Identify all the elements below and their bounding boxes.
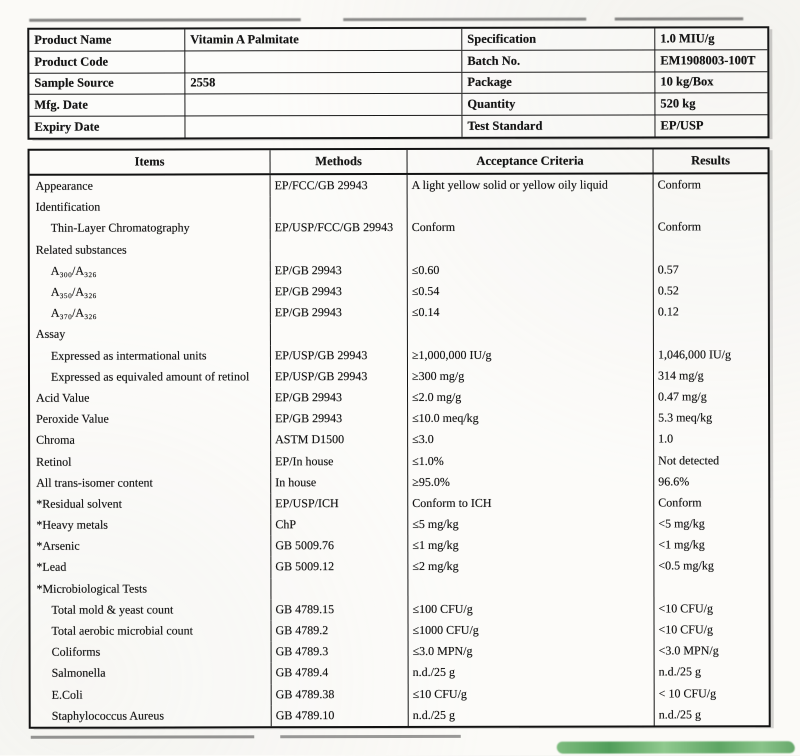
method-cell [270, 599, 407, 620]
result-cell [653, 365, 768, 386]
criteria-cell [407, 386, 653, 408]
table-row [31, 662, 769, 685]
field-label-left [29, 117, 184, 138]
table-row [30, 428, 768, 451]
criteria-text: ≤5 mg/kg [412, 516, 459, 532]
method-cell [270, 472, 407, 493]
method-cell [270, 387, 407, 408]
item-cell [30, 430, 270, 452]
method-cell [270, 514, 407, 535]
method-cell [271, 705, 408, 726]
item-cell [30, 345, 270, 367]
method-cell [270, 175, 407, 196]
result-cell [653, 174, 768, 195]
item-cell [30, 387, 270, 409]
result-text: 5.3 meq/kg [658, 410, 713, 425]
criteria-cell [407, 217, 653, 239]
method-cell [271, 662, 408, 683]
field-value-right [654, 50, 767, 71]
field-label-text: Quantity [467, 97, 516, 112]
result-cell [653, 238, 768, 259]
method-text: EP/GB 29943 [274, 305, 342, 320]
result-text: <3.0 MPN/g [658, 643, 719, 658]
table-row [31, 704, 769, 727]
scan-artifact-line-bottom [31, 735, 461, 739]
method-cell [270, 556, 407, 577]
result-cell [654, 704, 769, 725]
field-label-left [29, 73, 184, 94]
item-cell [30, 408, 270, 430]
result-text: 1,046,000 IU/g [657, 346, 731, 362]
criteria-text: ≤1.0% [412, 453, 444, 468]
field-value-text: EP/USP [660, 118, 704, 133]
result-text: 0.12 [657, 304, 679, 319]
field-value-left [184, 72, 461, 93]
item-text: *Lead [36, 560, 67, 575]
result-cell [653, 556, 768, 577]
product-info-row [29, 93, 767, 116]
field-value-left [184, 116, 461, 137]
criteria-text: ≥1,000,000 IU/g [411, 347, 492, 362]
criteria-cell [407, 238, 653, 260]
result-cell [653, 386, 768, 407]
method-text: GB 4789.38 [275, 686, 335, 701]
item-text: Appearance [35, 178, 93, 193]
item-cell [31, 641, 271, 663]
result-cell [653, 323, 768, 344]
result-text: Conform [657, 177, 701, 192]
method-cell [270, 302, 407, 323]
table-row [30, 365, 768, 388]
result-text: <0.5 mg/kg [658, 558, 714, 573]
criteria-cell [407, 174, 653, 196]
method-cell [270, 281, 407, 302]
green-scan-artifact [557, 741, 795, 753]
product-info-table [27, 26, 769, 140]
item-text: E.Coli [51, 687, 83, 702]
criteria-text: ≤10 CFU/g [412, 686, 467, 701]
result-cell [653, 450, 768, 471]
field-value-text: 2558 [190, 75, 216, 90]
table-header-row [30, 149, 768, 176]
field-label-text: Specification [467, 31, 537, 46]
method-text: ASTM D1500 [275, 432, 345, 447]
item-cell [30, 175, 270, 197]
result-text: Not detected [658, 452, 720, 467]
item-text: Thin-Layer Chromatography [50, 220, 190, 236]
result-text: <10 CFU/g [658, 601, 713, 616]
method-text: EP/GB 29943 [275, 411, 343, 426]
result-text: < 10 CFU/g [658, 685, 717, 701]
criteria-text: ≤2 mg/kg [412, 559, 459, 574]
scan-artifact-line-top [29, 17, 743, 21]
product-info-row [29, 114, 767, 137]
criteria-cell [407, 556, 653, 578]
item-text: Assay [35, 327, 66, 342]
criteria-text: Conform to ICH [412, 495, 492, 510]
table-row [30, 217, 768, 240]
result-cell [653, 534, 768, 555]
method-cell [270, 217, 407, 238]
result-text: 1.0 [658, 431, 674, 446]
item-cell [31, 684, 271, 706]
criteria-text: Conform [411, 220, 456, 235]
table-row [31, 640, 769, 663]
criteria-text: A light yellow solid or yellow oily liquid [411, 177, 608, 193]
criteria-text: ≥300 mg/g [411, 368, 465, 383]
item-cell [30, 196, 270, 218]
result-cell [653, 280, 768, 301]
item-cell [30, 599, 270, 621]
field-value-text: 10 kg/Box [660, 74, 714, 89]
method-text: GB 5009.12 [275, 559, 335, 574]
item-text: *Arsenic [36, 538, 80, 554]
table-row [30, 598, 768, 621]
result-cell [653, 217, 768, 238]
criteria-text: n.d./25 g [412, 707, 456, 722]
field-value-left [184, 94, 461, 115]
criteria-text: ≤10.0 meq/kg [412, 410, 479, 426]
field-value-text: 1.0 MIU/g [660, 31, 715, 46]
test-results-table [28, 147, 771, 728]
criteria-text: ≤3.0 [412, 432, 434, 447]
result-text: 96.6% [658, 474, 690, 489]
result-cell [653, 259, 768, 280]
item-cell [30, 514, 270, 536]
result-cell [654, 662, 769, 683]
item-text: Expressed as equivaled amount of retinol [50, 369, 250, 384]
result-text: 0.57 [657, 262, 679, 277]
column-header-acceptance-criteria: Acceptance Criteria [407, 149, 653, 173]
item-text: Peroxide Value [36, 411, 109, 426]
item-cell [31, 620, 271, 642]
result-cell [654, 640, 769, 661]
table-row [30, 471, 768, 494]
result-cell [653, 471, 768, 492]
column-header-items: Items [134, 154, 165, 169]
method-text: GB 4789.10 [275, 707, 335, 723]
item-text: Chroma [36, 433, 75, 448]
method-cell [270, 366, 407, 387]
criteria-text: ≤0.60 [411, 262, 440, 277]
table-row [30, 492, 768, 515]
table-row [30, 407, 768, 430]
item-text: Expressed as intermational units [50, 347, 207, 363]
item-text: *Heavy metals [36, 517, 108, 532]
method-text: GB 5009.76 [275, 538, 335, 553]
method-cell [270, 344, 407, 365]
field-label-right [461, 94, 654, 115]
item-cell [30, 472, 270, 494]
criteria-cell [407, 450, 653, 472]
method-cell [271, 641, 408, 662]
item-cell [30, 218, 270, 240]
item-text: *Microbiological Tests [36, 581, 148, 596]
item-cell [30, 260, 270, 282]
table-row [30, 323, 768, 346]
product-info-row [29, 49, 767, 72]
result-text: <1 mg/kg [658, 537, 705, 552]
criteria-cell [407, 577, 653, 599]
item-text: Identification [35, 199, 101, 215]
item-text: Total mold & yeast count [51, 602, 174, 617]
criteria-cell [407, 323, 653, 345]
field-value-text: Vitamin A Palmitate [190, 32, 299, 47]
criteria-cell [408, 704, 654, 726]
table-row [30, 534, 768, 557]
item-cell [30, 451, 270, 473]
result-cell [653, 577, 768, 598]
item-text: Salmonella [51, 666, 106, 681]
method-text: ChP [275, 517, 297, 532]
field-label-text: Package [467, 75, 512, 90]
result-text: n.d./25 g [658, 664, 701, 679]
criteria-cell [408, 641, 654, 663]
criteria-cell [407, 344, 653, 366]
item-text: A₃₇₀/A₃₂₆ [50, 305, 97, 320]
field-value-right [654, 94, 767, 115]
field-label-text: Expiry Date [34, 119, 100, 134]
field-value-left [184, 29, 461, 50]
item-text: A₃₀₀/A₃₂₆ [50, 263, 97, 278]
result-cell [653, 344, 768, 365]
table-row [31, 619, 769, 642]
criteria-cell [407, 429, 653, 451]
method-text: GB 4789.3 [275, 644, 329, 659]
field-label-left [29, 95, 184, 116]
item-cell [31, 663, 271, 685]
item-text: Coliforms [51, 644, 101, 659]
table-row [30, 259, 768, 282]
result-cell [654, 683, 769, 704]
method-cell [271, 620, 408, 641]
field-label-text: Test Standard [467, 118, 543, 133]
criteria-text: ≤1000 CFU/g [412, 622, 479, 638]
field-value-right [654, 115, 767, 136]
product-info-row [29, 28, 767, 50]
result-text: 314 mg/g [657, 368, 704, 383]
item-text: Related substances [35, 242, 127, 257]
criteria-cell [407, 598, 653, 620]
result-text: 0.52 [657, 283, 679, 298]
criteria-text: ≤0.14 [411, 305, 440, 320]
field-label-right [461, 28, 654, 49]
method-cell [271, 683, 408, 704]
method-cell [270, 493, 407, 514]
item-text: *Residual solvent [36, 496, 122, 511]
field-value-left [184, 51, 461, 72]
criteria-text: ≤1 mg/kg [412, 538, 459, 553]
criteria-cell [407, 196, 653, 218]
item-cell [30, 366, 270, 388]
method-cell [270, 260, 407, 281]
field-label-text: Product Code [34, 54, 109, 69]
result-text: Conform [658, 495, 702, 510]
method-text: GB 4789.2 [275, 623, 329, 638]
result-text: n.d./25 g [658, 707, 702, 722]
item-cell [30, 557, 270, 579]
item-cell [31, 705, 271, 727]
table-row [30, 195, 768, 218]
result-cell [653, 301, 768, 322]
item-text: Acid Value [36, 390, 90, 405]
field-label-left [29, 29, 184, 50]
item-cell [30, 324, 270, 346]
criteria-text: ≤0.54 [411, 283, 440, 299]
method-text: GB 4789.15 [275, 601, 335, 617]
criteria-text: ≤100 CFU/g [412, 601, 473, 616]
criteria-cell [407, 259, 653, 281]
table-row [30, 280, 768, 303]
criteria-cell [408, 683, 654, 705]
method-cell [270, 429, 407, 450]
field-value-text: EM1908003-100T [660, 52, 756, 68]
result-cell [653, 513, 768, 534]
criteria-cell [407, 471, 653, 493]
criteria-cell [407, 535, 653, 557]
table-row [30, 386, 768, 409]
method-text: In house [275, 474, 317, 489]
item-text: Staphylococcus Aureus [51, 708, 165, 723]
item-cell [30, 239, 270, 261]
table-row [31, 683, 769, 706]
criteria-cell [408, 619, 654, 641]
criteria-cell [408, 662, 654, 684]
method-cell [270, 323, 407, 344]
field-value-right [654, 72, 767, 93]
method-text: EP/FCC/GB 29943 [274, 178, 368, 193]
method-text: EP/USP/FCC/GB 29943 [274, 220, 394, 235]
criteria-cell [407, 280, 653, 302]
table-row [30, 450, 768, 473]
item-text: All trans-isomer content [36, 475, 153, 490]
method-text: EP/USP/ICH [275, 496, 339, 511]
field-label-text: Product Name [34, 32, 112, 47]
table-row [30, 174, 768, 197]
method-cell [270, 196, 407, 217]
result-cell [653, 428, 768, 449]
table-row [30, 238, 768, 261]
method-text: GB 4789.4 [275, 665, 329, 680]
criteria-cell [407, 408, 653, 430]
item-cell [30, 281, 270, 303]
table-row [30, 513, 768, 536]
item-cell [30, 535, 270, 557]
result-text: <5 mg/kg [658, 516, 705, 531]
field-label-text: Sample Source [34, 76, 114, 91]
method-cell [270, 535, 407, 556]
field-label-text: Batch No. [467, 53, 521, 68]
item-text: Total aerobic microbial count [51, 623, 193, 638]
item-cell [30, 493, 270, 515]
method-cell [270, 408, 407, 429]
table-row [30, 577, 768, 600]
column-header-results: Results [653, 149, 768, 172]
field-label-text: Mfg. Date [34, 97, 88, 113]
table-body [30, 174, 769, 726]
result-cell [653, 492, 768, 513]
column-header-methods: Methods [270, 150, 407, 173]
method-cell [270, 239, 407, 260]
field-label-left [29, 51, 184, 72]
method-cell [270, 450, 407, 471]
result-text: Conform [657, 219, 702, 234]
criteria-cell [407, 513, 653, 535]
criteria-cell [407, 492, 653, 514]
method-text: EP/GB 29943 [274, 262, 342, 278]
table-row [30, 301, 768, 324]
method-text: EP/In house [275, 453, 334, 468]
item-text: Retinol [36, 454, 72, 469]
criteria-text: ≤2.0 mg/g [412, 389, 462, 404]
field-label-right [461, 116, 654, 137]
method-cell [270, 578, 407, 599]
criteria-text: ≤3.0 MPN/g [412, 644, 473, 659]
result-cell [653, 407, 768, 428]
method-text: EP/USP/GB 29943 [274, 368, 368, 384]
result-text: 0.47 mg/g [658, 389, 707, 404]
field-value-right [654, 28, 767, 49]
result-cell [653, 195, 768, 216]
method-text: EP/USP/GB 29943 [274, 347, 368, 362]
field-value-text: 520 kg [660, 96, 696, 111]
criteria-cell [407, 365, 653, 387]
product-info-row [29, 71, 767, 94]
result-cell [653, 598, 768, 619]
item-cell [30, 302, 270, 324]
result-text: <10 CFU/g [658, 622, 713, 637]
item-text: A₃₅₀/A₃₂₆ [50, 284, 97, 299]
table-row [30, 344, 768, 367]
criteria-cell [407, 302, 653, 324]
table-row [30, 556, 768, 579]
criteria-text: ≥95.0% [412, 474, 450, 489]
criteria-text: n.d./25 g [412, 665, 455, 680]
item-cell [30, 578, 270, 600]
method-text: EP/GB 29943 [274, 284, 342, 299]
method-text: EP/GB 29943 [275, 390, 343, 405]
field-label-right [461, 50, 654, 71]
field-label-right [461, 72, 654, 93]
result-cell [654, 619, 769, 640]
